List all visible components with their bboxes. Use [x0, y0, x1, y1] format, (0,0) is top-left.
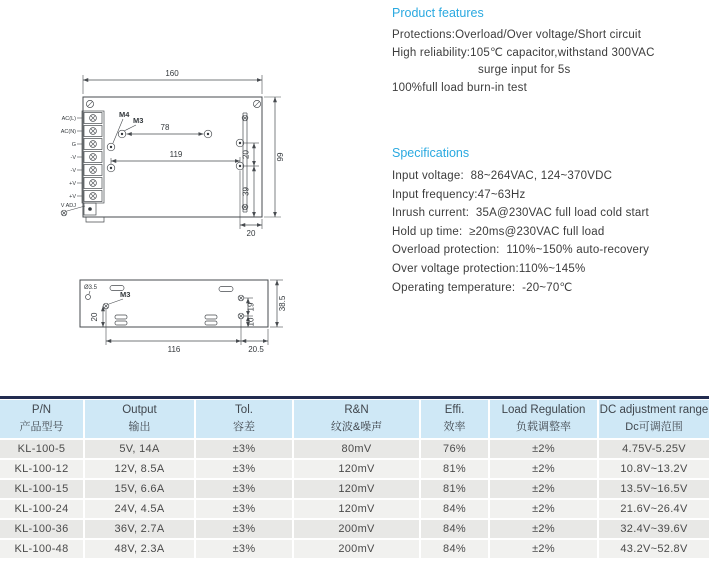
hole-diameter-label: Ø3.5	[84, 285, 98, 291]
terminal-label: +V	[69, 194, 76, 200]
table-cell: 43.2V~52.8V	[599, 538, 709, 558]
table-row	[0, 458, 709, 478]
pilot-hole	[86, 295, 91, 300]
voltage-adjust-pot	[61, 210, 67, 216]
feature-line: 100%full load burn-in test	[392, 81, 527, 94]
mounting-hole	[107, 164, 115, 172]
specifications-section	[392, 146, 706, 297]
table-cell: ±3%	[196, 478, 294, 498]
table-cell: 120mV	[294, 458, 421, 478]
side-screw	[103, 303, 109, 309]
table-cell: 120mV	[294, 478, 421, 498]
table-cell: ±2%	[490, 518, 599, 538]
header-row	[0, 400, 709, 438]
side-outline	[80, 280, 268, 327]
mounting-hole	[107, 143, 115, 151]
table-cell: ±2%	[490, 478, 599, 498]
side-dim-bottom-label: 116	[167, 345, 181, 354]
terminal-labels	[61, 116, 85, 216]
table-cell: 10.8V~13.2V	[599, 458, 709, 478]
table-cell: 5V, 14A	[85, 438, 196, 458]
terminal-label: G	[71, 142, 76, 148]
table-cell: 21.6V~26.4V	[599, 498, 709, 518]
spec-line: Operating temperature: -20~70℃	[392, 281, 573, 294]
mounting-hole	[118, 130, 126, 138]
feature-line: High reliability:105℃ capacitor,withstand 300VAC	[392, 46, 655, 59]
side-screw	[238, 295, 244, 301]
table-cell: ±2%	[490, 498, 599, 518]
dim-right-pitch-label: 20	[241, 150, 251, 159]
corner-screw	[253, 100, 260, 107]
vent-slot	[219, 287, 233, 292]
feature-line: Protections:Overload/Over voltage/Short circuit	[392, 29, 642, 41]
side-screw-callout-m3: M3	[120, 290, 131, 299]
table-cell: 84%	[421, 538, 490, 558]
spec-line: Input frequency:47~63Hz	[392, 188, 526, 201]
features-title: Product features	[392, 6, 484, 20]
side-dim-right-lower-label: 10	[246, 317, 256, 327]
vent-slot	[115, 315, 127, 319]
top-view-drawing	[61, 69, 285, 238]
table-cell: 36V, 2.7A	[85, 518, 196, 538]
mounting-hole	[204, 130, 212, 138]
table-top-rule	[0, 396, 709, 399]
table-row	[0, 438, 709, 458]
product-features-section	[392, 6, 706, 97]
table-cell: ±2%	[490, 538, 599, 558]
side-dim-height-label: 38.5	[278, 295, 287, 312]
column-header-output: Output 输出	[85, 400, 196, 438]
column-header-pn: P/N 产品型号	[0, 400, 85, 438]
vent-slot	[115, 321, 127, 325]
column-header-load-regulation: Load Regulation 负载调整率	[490, 400, 599, 438]
column-header-tolerance: Tol. 容差	[196, 400, 294, 438]
specifications-title: Specifications	[392, 146, 470, 160]
mounting-tab	[86, 217, 104, 222]
table-cell: ±3%	[196, 438, 294, 458]
side-dim-left-label: 20	[90, 312, 99, 322]
table-cell: ±3%	[196, 498, 294, 518]
side-screw	[238, 313, 244, 319]
corner-screw	[86, 100, 93, 107]
table-cell: 84%	[421, 518, 490, 538]
table-cell: 15V, 6.6A	[85, 478, 196, 498]
table-row	[0, 518, 709, 538]
table-cell: KL-100-15	[0, 478, 85, 498]
spec-line: Overload protection: 110%~150% auto-recovery	[392, 244, 650, 257]
table-cell: 84%	[421, 498, 490, 518]
side-dim-bottom-right-label: 20.5	[248, 345, 264, 354]
table-row	[0, 478, 709, 498]
spec-line: Input voltage: 88~264VAC, 124~370VDC	[392, 170, 613, 182]
screw-callout-m4: M4	[119, 110, 130, 119]
table-cell: 81%	[421, 478, 490, 498]
table-cell: 81%	[421, 458, 490, 478]
model-table-section	[0, 396, 709, 558]
terminal-label: +V	[69, 181, 76, 187]
table-cell: ±3%	[196, 518, 294, 538]
table-cell: KL-100-24	[0, 498, 85, 518]
table-cell: ±3%	[196, 458, 294, 478]
screw-callout-m3: M3	[133, 116, 144, 125]
table-row	[0, 538, 709, 558]
table-cell: 200mV	[294, 538, 421, 558]
voltage-adjust-label: V ADJ	[60, 203, 76, 209]
table-cell: ±2%	[490, 458, 599, 478]
side-dim-right-upper-label: 19	[246, 302, 256, 312]
table-cell: 12V, 8.5A	[85, 458, 196, 478]
terminal-label: AC(L)	[61, 116, 76, 122]
table-cell: 80mV	[294, 438, 421, 458]
table-cell: 200mV	[294, 518, 421, 538]
side-view-drawing	[80, 280, 287, 354]
table-cell: 48V, 2.3A	[85, 538, 196, 558]
table-cell: KL-100-48	[0, 538, 85, 558]
bracket-bar	[242, 113, 248, 212]
table-row	[0, 498, 709, 518]
dim-height-label: 99	[276, 152, 285, 162]
table-cell: KL-100-12	[0, 458, 85, 478]
table-cell: ±3%	[196, 538, 294, 558]
terminal-label: AC(N)	[60, 129, 76, 135]
dimension-drawing	[0, 0, 390, 392]
table-cell: 120mV	[294, 498, 421, 518]
model-spec-table	[0, 400, 709, 558]
table-cell: KL-100-5	[0, 438, 85, 458]
column-header-dc-adjustment: DC adjustment range Dc可调范围	[599, 400, 709, 438]
table-cell: 76%	[421, 438, 490, 458]
terminal-label: -V	[70, 168, 76, 174]
dim-holes-top-label: 78	[160, 123, 170, 132]
table-cell: KL-100-36	[0, 518, 85, 538]
vent-slot	[205, 321, 217, 325]
spec-line: Hold up time: ≥20ms@230VAC full load	[392, 225, 605, 238]
table-cell: ±2%	[490, 438, 599, 458]
table-cell: 32.4V~39.6V	[599, 518, 709, 538]
spec-line: Over voltage protection:110%~145%	[392, 262, 586, 275]
dim-holes-bottom-label: 119	[169, 150, 183, 159]
dim-right-lower-label: 39	[241, 187, 251, 196]
dim-bottom-right-label: 20	[246, 229, 256, 238]
column-header-efficiency: Effi. 效率	[421, 400, 490, 438]
dim-width-label: 160	[165, 69, 179, 78]
vent-slot	[205, 315, 217, 319]
table-cell: 13.5V~16.5V	[599, 478, 709, 498]
terminal-strip	[82, 111, 104, 215]
column-header-ripple-noise: R&N 纹波&噪声	[294, 400, 421, 438]
terminal-label: -V	[70, 155, 76, 161]
feature-line: surge input for 5s	[478, 64, 571, 76]
spec-line: Inrush current: 35A@230VAC full load cold start	[392, 207, 649, 220]
table-cell: 4.75V-5.25V	[599, 438, 709, 458]
table-cell: 24V, 4.5A	[85, 498, 196, 518]
